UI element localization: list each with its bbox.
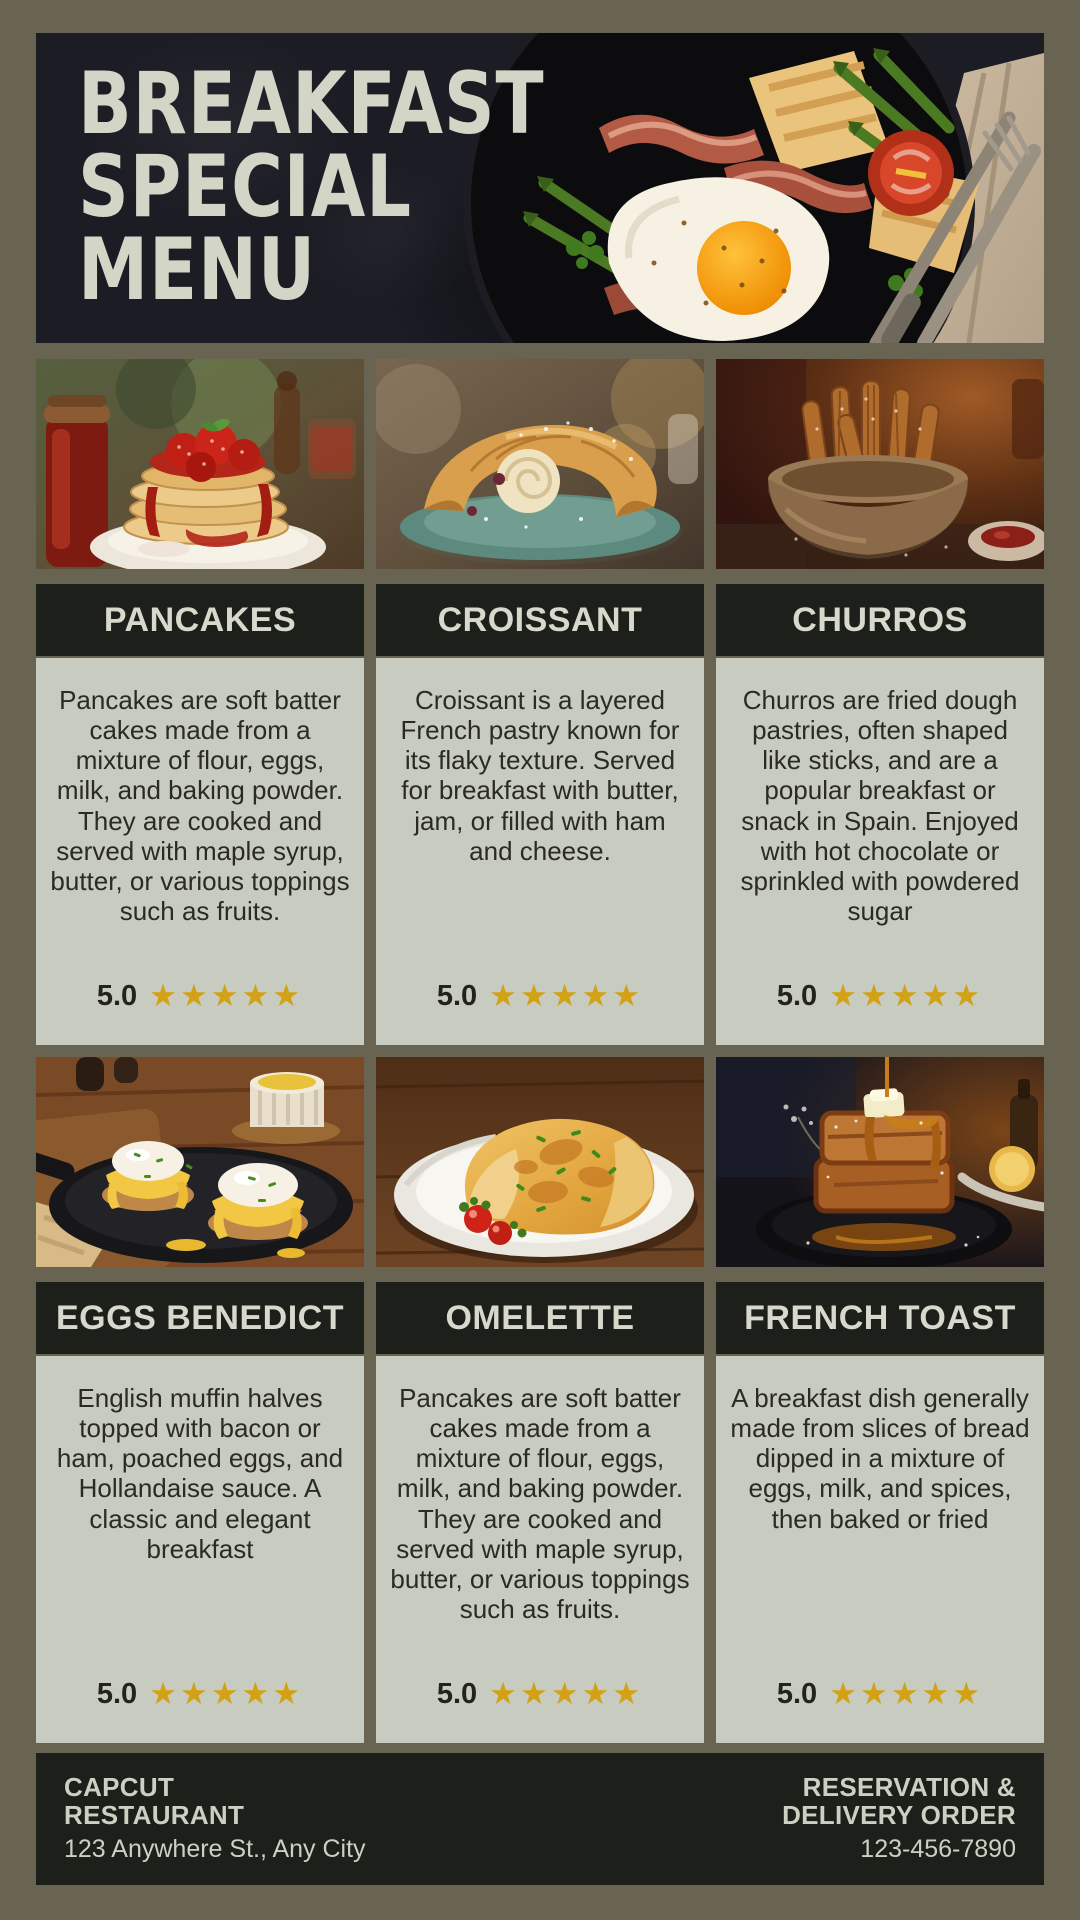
card-title-bar xyxy=(376,584,704,656)
rating-score: 5.0 xyxy=(96,980,138,1012)
reservation-info xyxy=(782,1773,1016,1865)
reservation-phone: 123-456-7890 xyxy=(860,1834,1016,1863)
churros-photo-frame xyxy=(716,359,1044,569)
reservation-label-line2: DELIVERY ORDER xyxy=(782,1800,1016,1831)
restaurant-info xyxy=(64,1773,366,1865)
menu-poster xyxy=(36,0,1044,1885)
card-title-bar xyxy=(716,1282,1044,1354)
star-icons: ★★★★★ xyxy=(489,1676,644,1712)
page-title-line2: SPECIAL xyxy=(78,136,412,237)
croissant-photo xyxy=(376,359,704,569)
eggs-benedict-photo-frame xyxy=(36,1057,364,1267)
card-title: OMELETTE xyxy=(445,1298,635,1337)
french-toast-photo xyxy=(716,1057,1044,1267)
header-banner xyxy=(36,33,1044,343)
card-title: EGGS BENEDICT xyxy=(56,1298,344,1337)
card-title: CROISSANT xyxy=(437,600,643,639)
restaurant-name-line1: CAPCUT xyxy=(64,1771,175,1802)
page-title-line1: BREAKFAST xyxy=(78,54,545,154)
card-panel xyxy=(716,658,1044,1045)
omelette-photo xyxy=(376,1057,704,1267)
card-rating xyxy=(777,962,983,1013)
menu-card-eggs-benedict xyxy=(36,1057,364,1743)
card-rating xyxy=(777,1660,983,1711)
menu-card-omelette xyxy=(376,1057,704,1743)
card-title-bar xyxy=(36,584,364,656)
card-description: Pancakes are soft batter cakes made from a mixture of flour, eggs, milk, and baking powder. They are cooked and served with maple syrup, butter, or various toppings such as fruits. xyxy=(50,685,350,927)
card-description: Croissant is a layered French pastry known for its flaky texture. Served for breakfast with butter, jam, or filled with ham and cheese. xyxy=(400,685,680,866)
card-title: FRENCH TOAST xyxy=(744,1298,1016,1337)
rating-score: 5.0 xyxy=(436,980,478,1012)
card-description: Churros are fried dough pastries, often shaped like sticks, and are a popular breakfast or snack in Spain. Enjoyed with hot chocolate or sprinkled with powdered sugar xyxy=(740,685,1020,927)
rating-score: 5.0 xyxy=(776,1678,818,1710)
card-rating xyxy=(97,1660,303,1711)
card-title-bar xyxy=(36,1282,364,1354)
card-description: A breakfast dish generally made from slices of bread dipped in a mixture of eggs, milk, and spices, then baked or fried xyxy=(730,1383,1030,1534)
card-panel xyxy=(716,1356,1044,1743)
card-rating xyxy=(97,962,303,1013)
croissant-photo-frame xyxy=(376,359,704,569)
card-description: English muffin halves topped with bacon or ham, poached eggs, and Hollandaise sauce. A classic and elegant breakfast xyxy=(56,1383,344,1564)
footer-bar xyxy=(36,1753,1044,1885)
menu-card-churros xyxy=(716,359,1044,1045)
card-description: Pancakes are soft batter cakes made from a mixture of flour, eggs, milk, and baking powder. They are cooked and served with maple syrup, butter, or various toppings such as fruits. xyxy=(390,1383,690,1625)
menu-card-french-toast xyxy=(716,1057,1044,1743)
churros-photo xyxy=(716,359,1044,569)
page-title-line3: MENU xyxy=(78,219,316,320)
card-panel xyxy=(376,658,704,1045)
star-icons: ★★★★★ xyxy=(149,978,304,1014)
rating-score: 5.0 xyxy=(436,1678,478,1710)
card-title-bar xyxy=(716,584,1044,656)
star-icons: ★★★★★ xyxy=(829,978,984,1014)
menu-card-pancakes xyxy=(36,359,364,1045)
card-title-bar xyxy=(376,1282,704,1354)
reservation-label-line1: RESERVATION & xyxy=(802,1771,1016,1802)
rating-score: 5.0 xyxy=(776,980,818,1012)
star-icons: ★★★★★ xyxy=(149,1676,304,1712)
card-panel xyxy=(36,1356,364,1743)
star-icons: ★★★★★ xyxy=(829,1676,984,1712)
card-title: CHURROS xyxy=(792,600,968,639)
pancakes-photo xyxy=(36,359,364,569)
star-icons: ★★★★★ xyxy=(489,978,644,1014)
card-title: PANCAKES xyxy=(103,600,297,639)
card-panel xyxy=(376,1356,704,1743)
menu-card-croissant xyxy=(376,359,704,1045)
restaurant-name-line2: RESTAURANT xyxy=(64,1800,245,1831)
restaurant-address: 123 Anywhere St., Any City xyxy=(64,1834,366,1863)
page-title xyxy=(78,54,545,320)
card-rating xyxy=(437,962,643,1013)
card-panel xyxy=(36,658,364,1045)
pancakes-photo-frame xyxy=(36,359,364,569)
card-rating xyxy=(437,1660,643,1711)
french-toast-photo-frame xyxy=(716,1057,1044,1267)
menu-grid xyxy=(36,359,1044,1743)
rating-score: 5.0 xyxy=(96,1678,138,1710)
omelette-photo-frame xyxy=(376,1057,704,1267)
eggs-benedict-photo xyxy=(36,1057,364,1267)
